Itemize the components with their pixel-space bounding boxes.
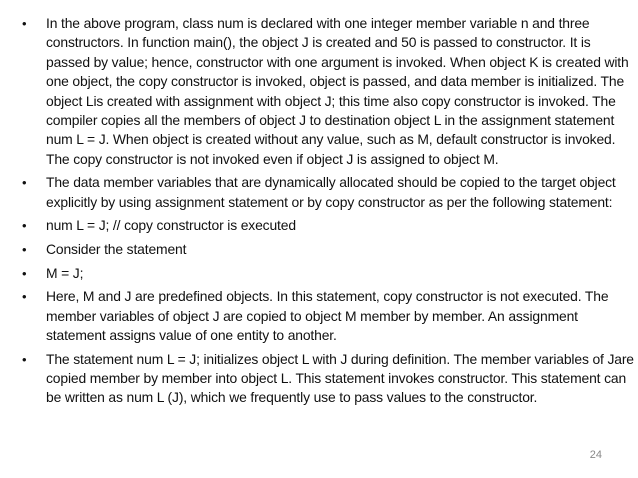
bullet-text: num L = J; // copy constructor is executed [46,217,296,234]
bullet-text: The statement num L = J; initializes object L with J during definition. The member variables of Jare copied member by member into object L. This statement invokes constructor. This statement can be written as num L (J), which we frequently use to pass values to the constructor. [46,350,634,406]
bullet-item [22,173,634,212]
bullet-icon: • [22,351,27,367]
bullet-list [22,14,634,412]
bullet-text: In the above program, class num is declared with one integer member variable n and three constructors. In function main(), the object J is created and 50 is passed to constructor. It is passed by value; hence, constructor with one argument is invoked. When object K is created with one object, the copy constructor is invoked, object is passed, and data member is initialized. The object Lis created with assignment with object J; this time also copy constructor is invoked. The compiler copies all the members of object J to destination object L in the assignment statement num L = J. When object is created without any value, such as M, default constructor is invoked. The copy constructor is not invoked even if object J is assigned to object M. [46,15,629,167]
bullet-text: M = J; [46,264,84,281]
bullet-text: The data member variables that are dynamically allocated should be copied to the target object explicitly by using assignment statement or by copy constructor as per the following statement: [46,174,616,210]
bullet-item [22,240,634,259]
bullet-icon: • [22,218,27,234]
bullet-icon: • [22,289,27,305]
bullet-icon: • [22,175,27,191]
bullet-text: Here, M and J are predefined objects. In this statement, copy constructor is not executed. The member variables of object J are copied to object M member by member. An assignment statement assigns value of one entity to another. [46,288,609,344]
bullet-icon: • [22,265,27,281]
bullet-icon: • [22,16,27,31]
bullet-item [22,264,634,283]
bullet-item [22,14,634,169]
bullet-item [22,350,634,408]
bullet-icon: • [22,242,27,258]
page-number: 24 [589,449,602,461]
bullet-item [22,287,634,345]
bullet-item [22,216,634,235]
bullet-text: Consider the statement [46,241,187,258]
